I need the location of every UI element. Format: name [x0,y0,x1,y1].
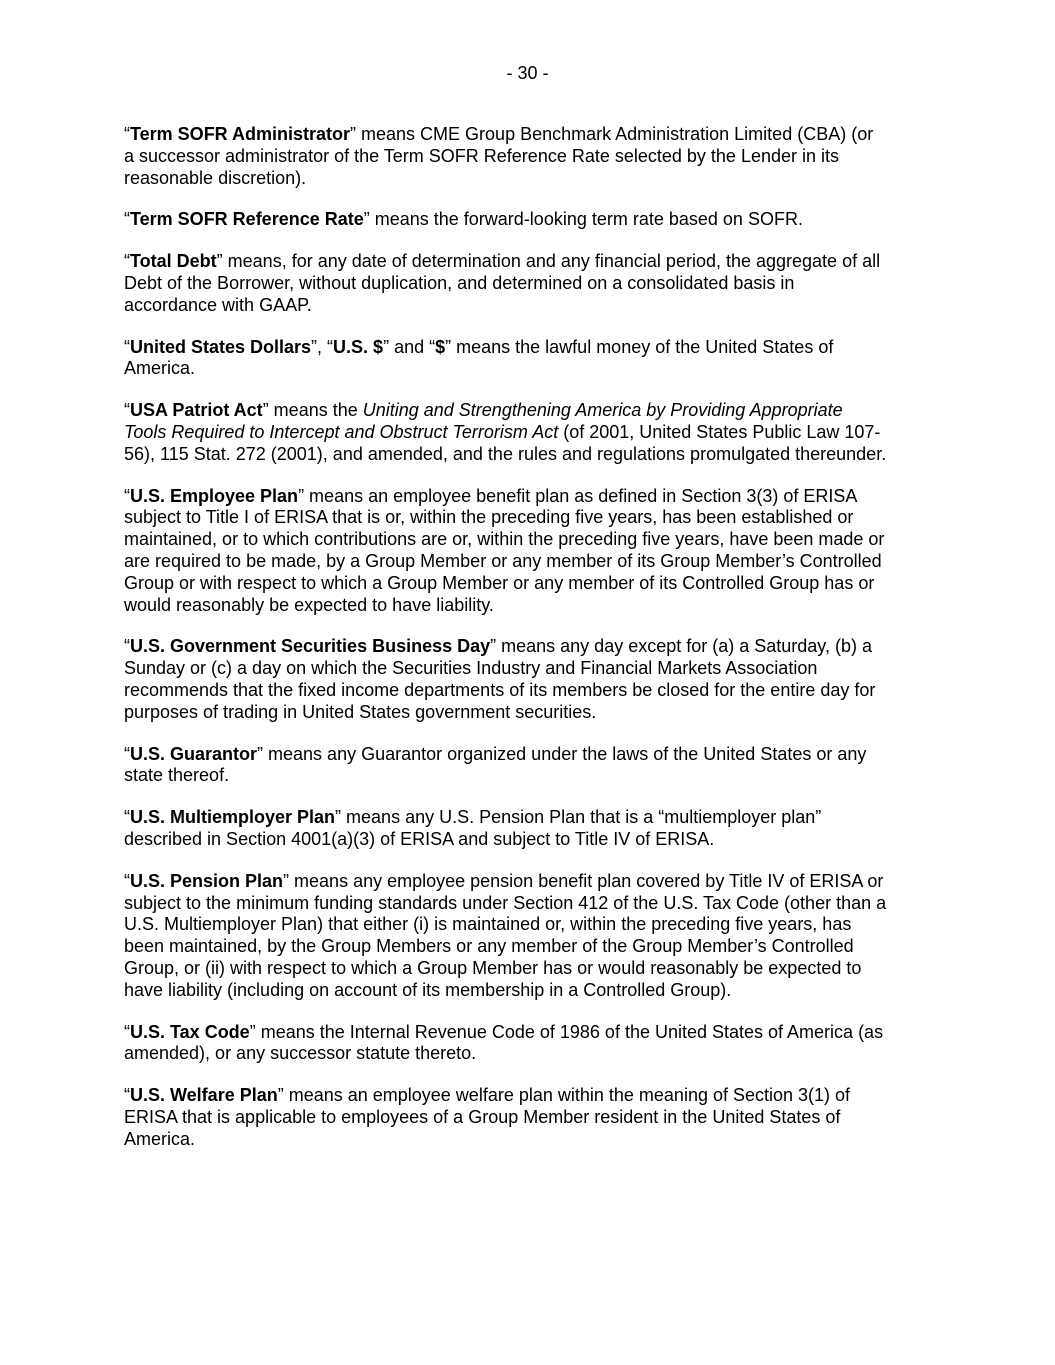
definition-text: ” means, for any date of determination and any financial period, the aggregate of all Debt of the Borrower, without duplication, and determined on a consolidated basis in accordance with GAAP. [124,251,881,315]
definition-text: ” means an employee welfare plan within the meaning of Section 3(1) of ERISA that is applicable to employees of a Group Member resident in the United States of America. [124,1085,851,1149]
definition-text: “ [124,400,130,421]
definition-text: ” means the [262,400,363,421]
definition-us-government-securities-business-day [124,636,936,723]
definition-text: ” means CME Group Benchmark Administration Limited (CBA) (or a successor administrator of the Term SOFR Reference Rate selected by the Lender in its reasonable discretion). [124,124,874,188]
definition-text: “ [124,636,130,657]
definition-usa-patriot-act [124,400,936,465]
defined-term: U.S. Welfare Plan [130,1085,278,1106]
definition-text: ” means the Internal Revenue Code of 1986 of the United States of America (as amended), or any successor statute thereto. [124,1021,884,1064]
definition-text: ” means an employee benefit plan as defined in Section 3(3) of ERISA subject to Title I of ERISA that is or, within the preceding five years, has been established or maintained, or to which contributions are or, within the preceding five years, have been made or are required to be made, by a Group Member or any member of its Group Member’s Controlled Group or with respect to which a Group Member or any member of its Controlled Group has or would reasonably be expected to have liability. [124,485,885,615]
definition-term-sofr-reference-rate [124,209,936,231]
defined-term: U.S. $ [333,336,384,357]
definition-text: (of 2001, United States Public Law 107- 56), 115 Stat. 272 (2001), and amended, and the rules and regulations promulgated thereunder. [124,421,887,464]
defined-term: U.S. Multiemployer Plan [130,807,336,828]
definition-text: ” and “ [383,336,436,357]
defined-term: U.S. Guarantor [130,743,258,764]
definition-text: “ [124,251,130,272]
definition-us-multiemployer-plan [124,807,936,851]
definition-united-states-dollars [124,337,936,381]
definition-text: “ [124,743,130,764]
defined-term: Term SOFR Administrator [130,124,351,144]
defined-term: United States Dollars [130,336,312,357]
definitions-list [124,124,936,1170]
definition-text: ” means any U.S. Pension Plan that is a “multiemployer plan” described in Section 4001(a)(3) of ERISA and subject to Title IV of ERISA. [124,807,822,849]
defined-term: U.S. Pension Plan [130,870,284,891]
defined-term: U.S. Employee Plan [130,485,299,506]
definition-text: ” means any Guarantor organized under the laws of the United States or any state thereof. [124,743,867,786]
defined-term: U.S. Government Securities Business Day [130,636,491,657]
defined-term: Total Debt [130,251,217,272]
definition-text: “ [124,1021,130,1042]
definition-text: “ [124,1085,130,1106]
defined-term: USA Patriot Act [130,400,263,421]
definition-text: ”, “ [311,336,334,357]
defined-term: $ [435,336,446,357]
definition-text: “ [124,209,130,230]
defined-term: U.S. Tax Code [130,1021,250,1042]
definition-text: “ [124,124,130,144]
definition-total-debt [124,251,936,316]
defined-term: Term SOFR Reference Rate [130,209,364,230]
definition-text: “ [124,336,130,357]
definition-us-employee-plan [124,486,936,617]
definition-text: “ [124,807,130,828]
page-number: - 30 - [506,63,549,83]
definition-term-sofr-administrator [124,124,936,189]
definition-us-tax-code [124,1022,936,1066]
definition-text: ” means any employee pension benefit plan covered by Title IV of ERISA or subject to the minimum funding standards under Section 412 of the U.S. Tax Code (other than a U.S. Multiemployer Plan) that either (i) is maintained or, within the preceding five years, has been maintained, by the Group Members or any member of the Group Member’s Controlled Group, or (ii) with respect to which a Group Member has or would reasonably be expected to have liability (including on account of its membership in a Controlled Group). [124,870,887,1000]
definition-text: ” means the lawful money of the United States of America. [124,336,834,379]
definition-us-guarantor [124,744,936,788]
definition-text: ” means any day except for (a) a Saturday, (b) a Sunday or (c) a day on which the Securities Industry and Financial Markets Association recommends that the fixed income departments of its members be closed for the entire day for purposes of trading in United States government securities. [124,636,876,722]
definition-us-welfare-plan [124,1085,936,1150]
italic-text: Uniting and Strengthening America by Providing Appropriate Tools Required to Intercept and Obstruct Terrorism Act [124,400,843,442]
definition-text: “ [124,485,130,506]
definition-text: ” means the forward-looking term rate based on SOFR. [363,209,803,230]
definition-text: “ [124,870,130,891]
definition-us-pension-plan [124,871,936,1002]
